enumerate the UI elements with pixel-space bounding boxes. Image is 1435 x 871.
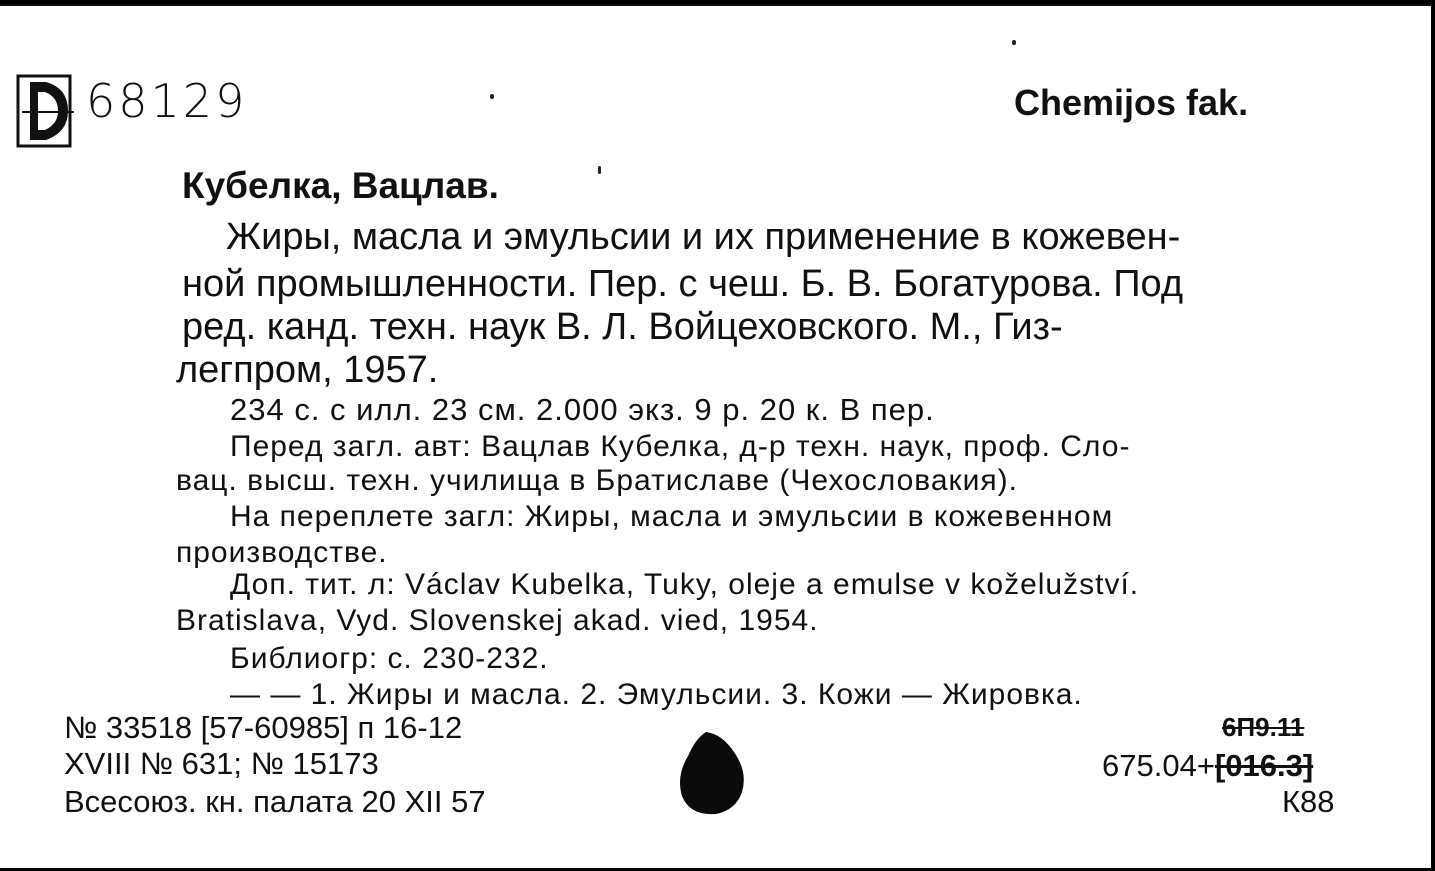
collation-line: 234 с. с илл. 23 см. 2.000 экз. 9 р. 20 к. В пер. [230, 392, 935, 427]
ink-speck [490, 94, 494, 99]
struck-classification: 6П9.11 [1222, 712, 1305, 742]
udc-class-value: 675.04 [1102, 748, 1197, 783]
ink-speck [1012, 40, 1016, 45]
plus-sign: + [1196, 748, 1215, 783]
catalog-card [0, 4, 1431, 868]
note-line-5: Доп. тит. л: Václav Kubelka, Tuky, oleje a emulse v koželužství. [230, 568, 1140, 601]
note-line-7: Библиогр: с. 230-232. [230, 642, 549, 675]
title-line-1: Жиры, масла и эмульсии и их применение в кожевен- [226, 216, 1181, 258]
title-line-4: легпром, 1957. [176, 349, 439, 391]
handwritten-accession-number: 68129 [86, 74, 248, 128]
udc-class-struck: [016.3] [1214, 748, 1314, 783]
udc-class-number [1102, 748, 1313, 784]
library-d-stamp-logo [16, 72, 76, 150]
author-heading: Кубелка, Вацлав. [182, 165, 499, 206]
subject-headings: — — 1. Жиры и масла. 2. Эмульсии. 3. Кожи — Жировка. [230, 678, 1083, 711]
chamber-stamp: Всесоюз. кн. палата 20 XII 57 [64, 784, 486, 819]
author-mark: К88 [1282, 784, 1335, 819]
registration-number: № 33518 [57-60985] п 16-12 [64, 710, 463, 745]
note-line-4: производстве. [176, 536, 388, 569]
note-line-1: Перед загл. авт: Вацлав Кубелка, д-р техн. наук, проф. Сло- [230, 430, 1131, 463]
note-line-3: На переплете загл: Жиры, масла и эмульсии в кожевенном [230, 500, 1114, 533]
title-line-2: ной промышленности. Пер. с чеш. Б. В. Богатурова. Под [182, 263, 1183, 305]
chronicle-number: XVIII № 631; № 15173 [64, 746, 379, 781]
library-stamp: Chemijos fak. [1014, 82, 1249, 123]
note-line-2: вац. высш. техн. училища в Братиславе (Чехословакия). [176, 464, 1018, 497]
ink-speck [598, 166, 601, 174]
note-line-6: Bratislava, Vyd. Slovenskej akad. vied, 1954. [176, 604, 819, 637]
title-line-3: ред. канд. техн. наук В. Л. Войцеховского. М., Гиз- [182, 306, 1063, 348]
ink-blot [676, 730, 748, 816]
